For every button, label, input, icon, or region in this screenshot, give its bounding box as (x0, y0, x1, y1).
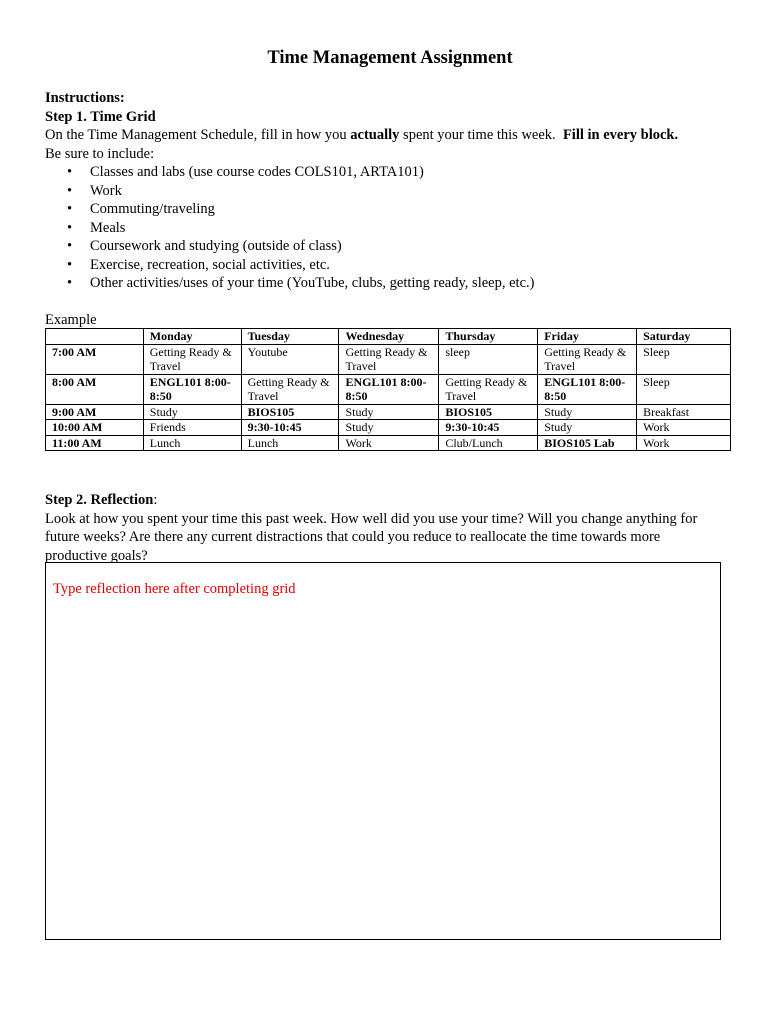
list-item-text: Commuting/traveling (90, 201, 215, 217)
reflection-section (45, 491, 725, 565)
header-cell: Tuesday (241, 329, 339, 345)
table-cell: Study (538, 420, 637, 436)
table-cell: Youtube (241, 344, 339, 374)
header-cell: Wednesday (339, 329, 439, 345)
table-cell (241, 420, 339, 436)
table-cell (538, 435, 637, 451)
step1-text-actually: actually (350, 127, 400, 143)
table-cell: sleep (439, 344, 538, 374)
table-cell: Study (339, 404, 439, 420)
instructions-section (45, 89, 725, 293)
bullet-icon: • (67, 238, 73, 254)
course-text: BIOS105 (247, 404, 295, 419)
table-cell: Sleep (637, 344, 731, 374)
course-text: ENGL101 8:00-8:50 (544, 374, 626, 403)
bullet-icon: • (67, 164, 73, 180)
table-header-row (46, 329, 731, 345)
table-cell: Study (143, 404, 241, 420)
table-cell: Club/Lunch (439, 435, 538, 451)
page-title: Time Management Assignment (267, 48, 513, 68)
step2-paragraph: Look at how you spent your time this past week. How well did you use your time? Will you change anything for future weeks? Are there any current distractions that could you reduce to reallocate the time towards more productive goals? (45, 510, 698, 564)
header-cell: Thursday (439, 329, 538, 345)
course-text: BIOS105 (445, 404, 493, 419)
list-item-text: Exercise, recreation, social activities, etc. (90, 256, 330, 273)
include-list (45, 163, 725, 293)
table-cell (439, 420, 538, 436)
course-text: ENGL101 8:00-8:50 (149, 374, 231, 403)
list-item-text: Meals (90, 219, 126, 236)
table-cell (143, 374, 241, 404)
table-cell: Study (538, 404, 637, 420)
table-cell (538, 374, 637, 404)
table-cell: Breakfast (637, 404, 731, 420)
time-cell: 11:00 AM (46, 435, 144, 451)
header-cell: Saturday (637, 329, 731, 345)
list-item (45, 256, 725, 275)
table-cell: Getting Ready & Travel (339, 344, 439, 374)
list-item (45, 182, 725, 201)
step1-text-b: spent your time this week. (399, 127, 563, 143)
bullet-icon: • (67, 201, 73, 217)
bullet-icon: • (67, 182, 73, 199)
time-cell: 9:00 AM (46, 404, 144, 420)
table-cell: Getting Ready & Travel (241, 374, 339, 404)
step2-heading: Step 2. Reflection (45, 492, 154, 508)
bullet-icon: • (67, 219, 73, 236)
table-cell: Work (637, 420, 731, 436)
bullet-icon: • (67, 256, 73, 273)
reflection-text-box[interactable] (45, 562, 721, 940)
header-cell: Friday (538, 329, 637, 345)
table-cell (241, 404, 339, 420)
table-row (46, 344, 731, 374)
step1-heading: Step 1. Time Grid (45, 108, 156, 125)
header-cell (46, 329, 144, 345)
list-item (45, 237, 725, 256)
course-text: ENGL101 8:00-8:50 (345, 374, 427, 403)
table-cell (339, 374, 439, 404)
table-row (46, 404, 731, 420)
table-row (46, 374, 731, 404)
example-schedule-table (45, 328, 731, 451)
time-cell: 7:00 AM (46, 344, 144, 374)
step1-text-be-sure: Be sure to include: (45, 145, 155, 162)
table-cell: Work (339, 435, 439, 451)
table-cell: Lunch (241, 435, 339, 451)
step2-heading-line (45, 491, 725, 510)
table-cell: Getting Ready & Travel (439, 374, 538, 404)
table-cell: Study (339, 420, 439, 436)
time-cell: 8:00 AM (46, 374, 144, 404)
header-cell: Monday (143, 329, 241, 345)
step1-paragraph (45, 126, 725, 145)
list-item-text: Coursework and studying (outside of class) (90, 238, 342, 254)
step1-text-a: On the Time Management Schedule, fill in how you (45, 127, 351, 143)
time-cell: 10:00 AM (46, 420, 144, 436)
bullet-icon: • (67, 275, 73, 291)
table-row (46, 435, 731, 451)
list-item-text: Classes and labs (use course codes COLS101, ARTA101) (90, 164, 424, 180)
course-text: 9:30-10:45 (445, 420, 500, 434)
list-item-text: Other activities/uses of your time (YouTube, clubs, getting ready, sleep, etc.) (90, 275, 535, 291)
list-item (45, 219, 725, 238)
table-cell: Work (637, 435, 731, 451)
course-text: BIOS105 Lab (544, 435, 615, 450)
list-item (45, 200, 725, 219)
table-cell: Getting Ready & Travel (538, 344, 637, 374)
table-cell: Getting Ready & Travel (143, 344, 241, 374)
table-cell (439, 404, 538, 420)
table-cell: Sleep (637, 374, 731, 404)
reflection-placeholder: Type reflection here after completing grid (53, 581, 296, 597)
list-item (45, 163, 725, 182)
list-item-text: Work (90, 182, 122, 199)
table-cell: Friends (143, 420, 241, 436)
step1-text-fill-every-block: Fill in every block. (562, 127, 679, 143)
course-text: 9:30-10:45 (247, 420, 302, 434)
table-cell: Lunch (143, 435, 241, 451)
example-label: Example (45, 312, 97, 328)
list-item (45, 274, 725, 293)
table-row (46, 420, 731, 436)
instructions-heading: Instructions: (45, 90, 125, 106)
step2-heading-colon: : (153, 492, 158, 508)
